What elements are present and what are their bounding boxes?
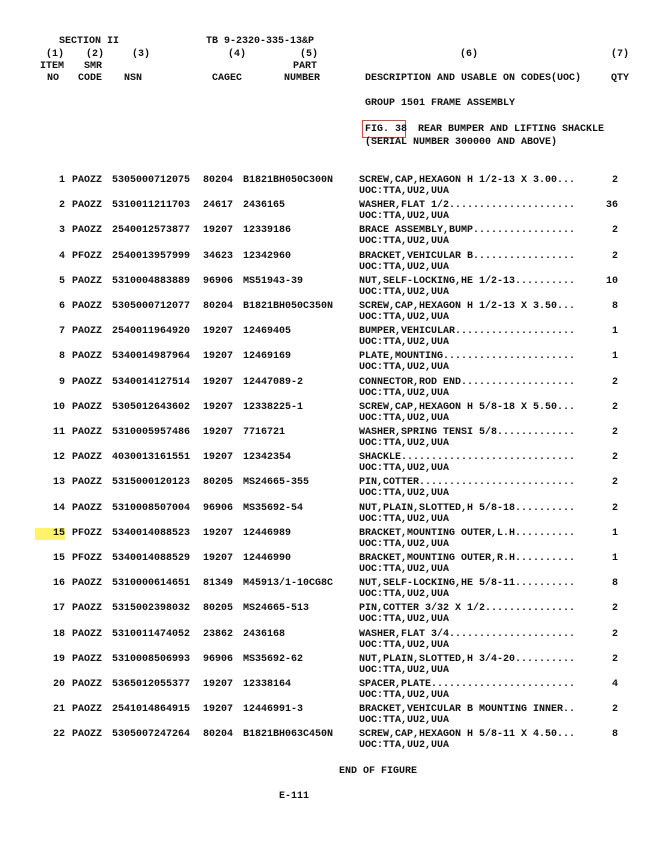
cagec-header: CAGEC bbox=[212, 73, 243, 84]
description: BRACKET,MOUNTING OUTER,R.H.......... bbox=[359, 553, 576, 564]
part-number: 12446990 bbox=[243, 553, 292, 564]
description: SCREW,CAP,HEXAGON H 1/2-13 X 3.50... bbox=[359, 301, 576, 312]
quantity: 2 bbox=[611, 225, 618, 236]
item-number: 5 bbox=[58, 276, 65, 287]
part-number: 2436165 bbox=[243, 200, 286, 211]
nsn: 5340014088523 bbox=[112, 528, 191, 539]
description: WASHER,SPRING TENSI 5/8............. bbox=[359, 427, 576, 438]
uoc-codes: UOC:TTA,UU2,UUA bbox=[359, 614, 450, 625]
part-number: MS24665-355 bbox=[243, 477, 310, 488]
smr-code: PAOZZ bbox=[72, 276, 103, 287]
cagec: 19207 bbox=[203, 553, 234, 564]
uoc-codes: UOC:TTA,UU2,UUA bbox=[359, 337, 450, 348]
uoc-codes: UOC:TTA,UU2,UUA bbox=[359, 665, 450, 676]
part-number: 12446991-3 bbox=[243, 704, 304, 715]
nsn: 2541014864915 bbox=[112, 704, 191, 715]
cagec: 96906 bbox=[203, 654, 234, 665]
item-number: 12 bbox=[52, 452, 65, 463]
uoc-codes: UOC:TTA,UU2,UUA bbox=[359, 211, 450, 222]
uoc-codes: UOC:TTA,UU2,UUA bbox=[359, 564, 450, 575]
quantity: 1 bbox=[611, 351, 618, 362]
uoc-codes: UOC:TTA,UU2,UUA bbox=[359, 186, 450, 197]
smr-code: PAOZZ bbox=[72, 477, 103, 488]
uoc-codes: UOC:TTA,UU2,UUA bbox=[359, 463, 450, 474]
nsn-header: NSN bbox=[124, 73, 143, 84]
nsn: 5315000120123 bbox=[112, 477, 191, 488]
description: PLATE,MOUNTING...................... bbox=[359, 351, 576, 362]
part-number: M45913/1-10CG8C bbox=[243, 578, 334, 589]
smr-code: PAOZZ bbox=[72, 654, 103, 665]
cagec: 24617 bbox=[203, 200, 234, 211]
item-number: 9 bbox=[58, 377, 65, 388]
part-number: 12338164 bbox=[243, 679, 292, 690]
description: SCREW,CAP,HEXAGON H 1/2-13 X 3.00... bbox=[359, 175, 576, 186]
description: WASHER,FLAT 1/2..................... bbox=[359, 200, 576, 211]
end-of-figure: END OF FIGURE bbox=[339, 766, 418, 777]
part-number: 2436168 bbox=[243, 629, 286, 640]
part-number: 12446989 bbox=[243, 528, 292, 539]
quantity: 2 bbox=[611, 402, 618, 413]
smr-code: PFOZZ bbox=[72, 553, 103, 564]
part-header-2: NUMBER bbox=[284, 73, 321, 84]
nsn: 5310011474052 bbox=[112, 629, 191, 640]
part-number: MS24665-513 bbox=[243, 603, 310, 614]
description-header: DESCRIPTION AND USABLE ON CODES(UOC) bbox=[365, 73, 582, 84]
uoc-codes: UOC:TTA,UU2,UUA bbox=[359, 740, 450, 751]
description: CONNECTOR,ROD END................... bbox=[359, 377, 576, 388]
col2-number: (2) bbox=[86, 49, 105, 60]
uoc-codes: UOC:TTA,UU2,UUA bbox=[359, 488, 450, 499]
smr-code: PAOZZ bbox=[72, 452, 103, 463]
smr-code: PAOZZ bbox=[72, 200, 103, 211]
quantity: 2 bbox=[611, 427, 618, 438]
cagec: 80205 bbox=[203, 603, 234, 614]
item-header-1: ITEM bbox=[40, 61, 65, 72]
smr-code: PFOZZ bbox=[72, 251, 103, 262]
item-number: 1 bbox=[58, 175, 65, 186]
quantity: 2 bbox=[611, 629, 618, 640]
uoc-codes: UOC:TTA,UU2,UUA bbox=[359, 287, 450, 298]
item-number: 15 bbox=[52, 553, 65, 564]
part-number: 12447089-2 bbox=[243, 377, 304, 388]
smr-code: PAOZZ bbox=[72, 301, 103, 312]
smr-code: PAOZZ bbox=[72, 704, 103, 715]
uoc-codes: UOC:TTA,UU2,UUA bbox=[359, 539, 450, 550]
cagec: 19207 bbox=[203, 704, 234, 715]
cagec: 19207 bbox=[203, 225, 234, 236]
cagec: 81349 bbox=[203, 578, 234, 589]
col5-number: (5) bbox=[300, 49, 319, 60]
uoc-codes: UOC:TTA,UU2,UUA bbox=[359, 262, 450, 273]
smr-code: PAOZZ bbox=[72, 377, 103, 388]
item-number: 4 bbox=[58, 251, 65, 262]
uoc-codes: UOC:TTA,UU2,UUA bbox=[359, 236, 450, 247]
quantity: 1 bbox=[611, 553, 618, 564]
cagec: 80204 bbox=[203, 175, 234, 186]
description: SCREW,CAP,HEXAGON H 5/8-11 X 4.50... bbox=[359, 729, 576, 740]
quantity: 8 bbox=[611, 729, 618, 740]
qty-header: QTY bbox=[611, 73, 630, 84]
description: PIN,COTTER.......................... bbox=[359, 477, 576, 488]
description: NUT,PLAIN,SLOTTED,H 3/4-20.......... bbox=[359, 654, 576, 665]
description: BRACKET,MOUNTING OUTER,L.H.......... bbox=[359, 528, 576, 539]
smr-header-1: SMR bbox=[84, 61, 103, 72]
figure-title: REAR BUMPER AND LIFTING SHACKLE bbox=[418, 124, 605, 135]
cagec: 19207 bbox=[203, 528, 234, 539]
description: WASHER,FLAT 3/4..................... bbox=[359, 629, 576, 640]
description: BUMPER,VEHICULAR.................... bbox=[359, 326, 576, 337]
col3-number: (3) bbox=[132, 49, 151, 60]
figure-label: FIG. 38 bbox=[365, 124, 408, 135]
uoc-codes: UOC:TTA,UU2,UUA bbox=[359, 312, 450, 323]
quantity: 2 bbox=[611, 377, 618, 388]
item-number: 6 bbox=[58, 301, 65, 312]
uoc-codes: UOC:TTA,UU2,UUA bbox=[359, 514, 450, 525]
item-number: 7 bbox=[58, 326, 65, 337]
description: NUT,SELF-LOCKING,HE 5/8-11.......... bbox=[359, 578, 576, 589]
item-number: 21 bbox=[52, 704, 65, 715]
item-number: 16 bbox=[52, 578, 65, 589]
part-header-1: PART bbox=[293, 61, 318, 72]
description: BRACKET,VEHICULAR B MOUNTING INNER.. bbox=[359, 704, 576, 715]
cagec: 34623 bbox=[203, 251, 234, 262]
item-number: 14 bbox=[52, 503, 65, 514]
figure-subtitle: (SERIAL NUMBER 300000 AND ABOVE) bbox=[365, 137, 558, 148]
description: NUT,SELF-LOCKING,HE 1/2-13.......... bbox=[359, 276, 576, 287]
item-number: 22 bbox=[52, 729, 65, 740]
description: BRACE ASSEMBLY,BUMP................. bbox=[359, 225, 576, 236]
smr-code: PAOZZ bbox=[72, 175, 103, 186]
description: SPACER,PLATE........................ bbox=[359, 679, 576, 690]
cagec: 19207 bbox=[203, 679, 234, 690]
item-number: 13 bbox=[52, 477, 65, 488]
nsn: 5310008506993 bbox=[112, 654, 191, 665]
uoc-codes: UOC:TTA,UU2,UUA bbox=[359, 690, 450, 701]
quantity: 2 bbox=[611, 251, 618, 262]
nsn: 2540012573877 bbox=[112, 225, 191, 236]
nsn: 5340014127514 bbox=[112, 377, 191, 388]
part-number: B1821BH050C300N bbox=[243, 175, 334, 186]
quantity: 4 bbox=[611, 679, 618, 690]
nsn: 5365012055377 bbox=[112, 679, 191, 690]
uoc-codes: UOC:TTA,UU2,UUA bbox=[359, 388, 450, 399]
smr-code: PAOZZ bbox=[72, 679, 103, 690]
description: PIN,COTTER 3/32 X 1/2............... bbox=[359, 603, 576, 614]
nsn: 5310011211703 bbox=[112, 200, 191, 211]
quantity: 2 bbox=[611, 654, 618, 665]
part-number: 12469169 bbox=[243, 351, 292, 362]
description: NUT,PLAIN,SLOTTED,H 5/8-18.......... bbox=[359, 503, 576, 514]
cagec: 80204 bbox=[203, 301, 234, 312]
quantity: 2 bbox=[611, 477, 618, 488]
smr-code: PAOZZ bbox=[72, 629, 103, 640]
item-number: 8 bbox=[58, 351, 65, 362]
cagec: 80204 bbox=[203, 729, 234, 740]
group-title: GROUP 1501 FRAME ASSEMBLY bbox=[365, 98, 516, 109]
nsn: 5315002398032 bbox=[112, 603, 191, 614]
nsn: 2540011964920 bbox=[112, 326, 191, 337]
part-number: 12342960 bbox=[243, 251, 292, 262]
part-number: MS35692-62 bbox=[243, 654, 304, 665]
cagec: 96906 bbox=[203, 276, 234, 287]
part-number: B1821BH063C450N bbox=[243, 729, 334, 740]
part-number: 12342354 bbox=[243, 452, 292, 463]
item-number: 20 bbox=[52, 679, 65, 690]
quantity: 8 bbox=[611, 578, 618, 589]
nsn: 5305007247264 bbox=[112, 729, 191, 740]
quantity: 1 bbox=[611, 326, 618, 337]
nsn: 4030013161551 bbox=[112, 452, 191, 463]
section-label: SECTION II bbox=[59, 36, 120, 47]
nsn: 5340014088529 bbox=[112, 553, 191, 564]
smr-code: PAOZZ bbox=[72, 351, 103, 362]
nsn: 5305000712077 bbox=[112, 301, 191, 312]
page-number: E-111 bbox=[279, 791, 310, 802]
quantity: 1 bbox=[611, 528, 618, 539]
smr-code: PAOZZ bbox=[72, 326, 103, 337]
description: SHACKLE............................. bbox=[359, 452, 576, 463]
col7-number: (7) bbox=[611, 49, 630, 60]
nsn: 5310005957486 bbox=[112, 427, 191, 438]
item-number: 2 bbox=[58, 200, 65, 211]
quantity: 2 bbox=[611, 503, 618, 514]
part-number: B1821BH050C350N bbox=[243, 301, 334, 312]
item-number: 3 bbox=[58, 225, 65, 236]
smr-code: PAOZZ bbox=[72, 603, 103, 614]
smr-code: PAOZZ bbox=[72, 729, 103, 740]
cagec: 23862 bbox=[203, 629, 234, 640]
uoc-codes: UOC:TTA,UU2,UUA bbox=[359, 715, 450, 726]
quantity: 2 bbox=[611, 704, 618, 715]
quantity: 2 bbox=[611, 175, 618, 186]
cagec: 96906 bbox=[203, 503, 234, 514]
col6-number: (6) bbox=[460, 49, 479, 60]
smr-header-2: CODE bbox=[78, 73, 103, 84]
smr-code: PAOZZ bbox=[72, 503, 103, 514]
item-number: 17 bbox=[52, 603, 65, 614]
tm-number: TB 9-2320-335-13&P bbox=[206, 36, 315, 47]
cagec: 19207 bbox=[203, 452, 234, 463]
item-number: 15 bbox=[35, 528, 65, 540]
nsn: 5310000614651 bbox=[112, 578, 191, 589]
uoc-codes: UOC:TTA,UU2,UUA bbox=[359, 362, 450, 373]
uoc-codes: UOC:TTA,UU2,UUA bbox=[359, 640, 450, 651]
cagec: 19207 bbox=[203, 326, 234, 337]
nsn: 5310008507004 bbox=[112, 503, 191, 514]
cagec: 19207 bbox=[203, 402, 234, 413]
quantity: 10 bbox=[605, 276, 618, 287]
cagec: 19207 bbox=[203, 351, 234, 362]
nsn: 2540013957999 bbox=[112, 251, 191, 262]
cagec: 80205 bbox=[203, 477, 234, 488]
cagec: 19207 bbox=[203, 377, 234, 388]
item-number: 18 bbox=[52, 629, 65, 640]
quantity: 36 bbox=[605, 200, 618, 211]
quantity: 2 bbox=[611, 452, 618, 463]
item-number: 10 bbox=[52, 402, 65, 413]
uoc-codes: UOC:TTA,UU2,UUA bbox=[359, 438, 450, 449]
uoc-codes: UOC:TTA,UU2,UUA bbox=[359, 589, 450, 600]
item-header-2: NO bbox=[47, 73, 60, 84]
nsn: 5340014987964 bbox=[112, 351, 191, 362]
part-number: MS35692-54 bbox=[243, 503, 304, 514]
uoc-codes: UOC:TTA,UU2,UUA bbox=[359, 413, 450, 424]
smr-code: PAOZZ bbox=[72, 578, 103, 589]
smr-code: PAOZZ bbox=[72, 402, 103, 413]
quantity: 8 bbox=[611, 301, 618, 312]
part-number: MS51943-39 bbox=[243, 276, 304, 287]
cagec: 19207 bbox=[203, 427, 234, 438]
part-number: 12339186 bbox=[243, 225, 292, 236]
item-number: 11 bbox=[52, 427, 65, 438]
quantity: 2 bbox=[611, 603, 618, 614]
smr-code: PAOZZ bbox=[72, 427, 103, 438]
smr-code: PAOZZ bbox=[72, 225, 103, 236]
smr-code: PFOZZ bbox=[72, 528, 103, 539]
nsn: 5305000712075 bbox=[112, 175, 191, 186]
part-number: 12469405 bbox=[243, 326, 292, 337]
part-number: 7716721 bbox=[243, 427, 286, 438]
col1-number: (1) bbox=[46, 49, 65, 60]
col4-number: (4) bbox=[228, 49, 247, 60]
item-number: 19 bbox=[52, 654, 65, 665]
nsn: 5310004883889 bbox=[112, 276, 191, 287]
part-number: 12338225-1 bbox=[243, 402, 304, 413]
nsn: 5305012643602 bbox=[112, 402, 191, 413]
description: BRACKET,VEHICULAR B................. bbox=[359, 251, 576, 262]
description: SCREW,CAP,HEXAGON H 5/8-18 X 5.50... bbox=[359, 402, 576, 413]
